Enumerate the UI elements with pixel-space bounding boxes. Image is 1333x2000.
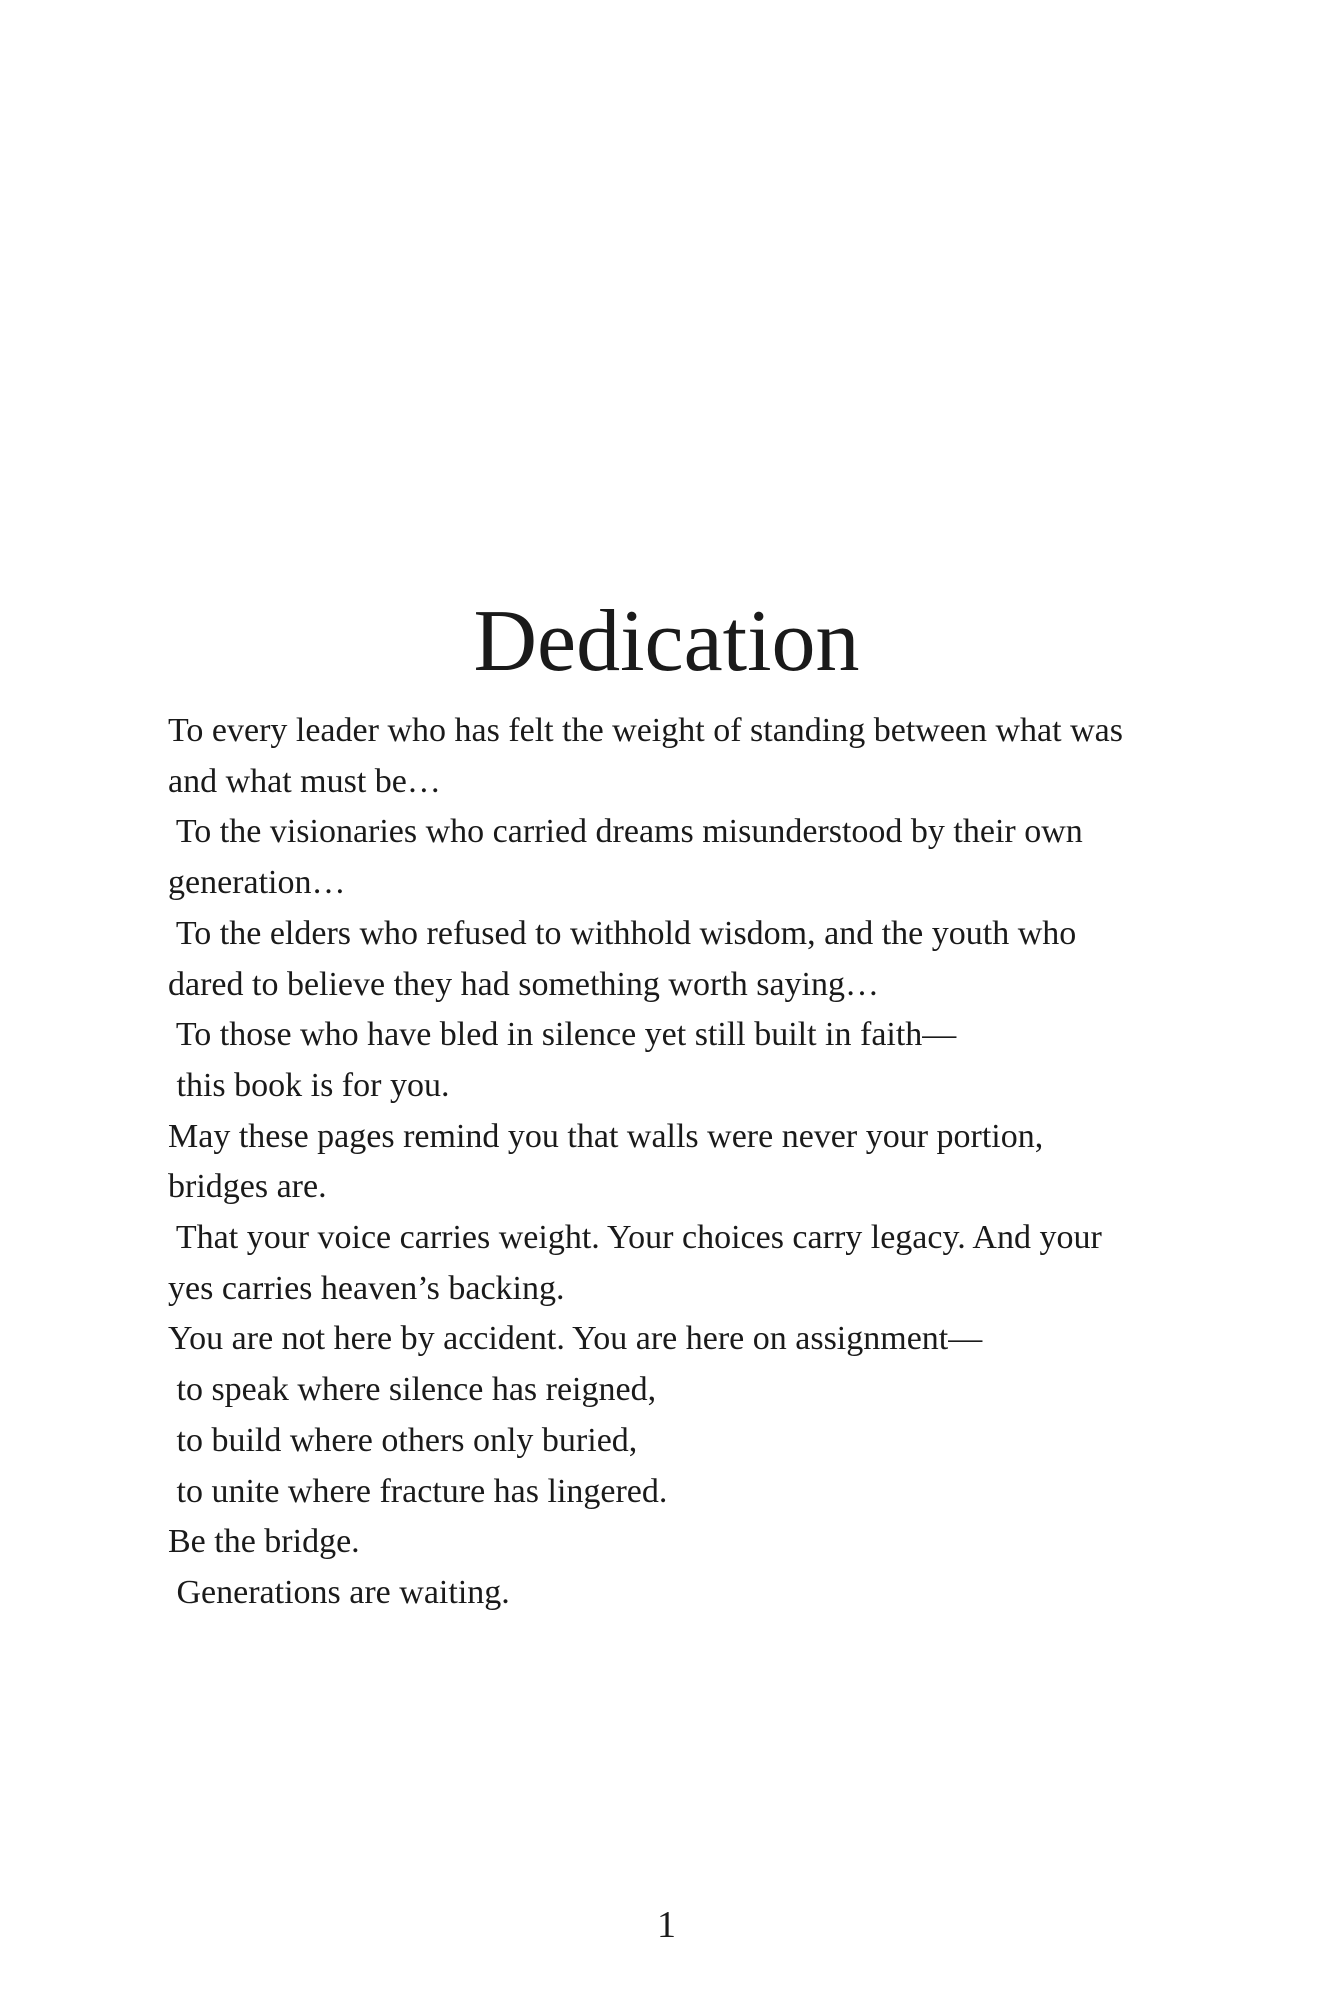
- text-line: to build where others only buried,: [168, 1421, 638, 1459]
- text-line: to unite where fracture has lingered.: [168, 1472, 668, 1510]
- text-line: dared to believe they had something worth saying…: [168, 965, 879, 1003]
- text-line: yes carries heaven’s backing.: [168, 1269, 565, 1307]
- dedication-text: [168, 706, 1168, 1619]
- text-line: You are not here by accident. You are here on assignment—: [168, 1320, 983, 1358]
- text-line: Generations are waiting.: [168, 1573, 510, 1611]
- text-line: this book is for you.: [168, 1066, 450, 1104]
- text-line: generation…: [168, 864, 346, 902]
- text-line: May these pages remind you that walls were never your portion,: [168, 1117, 1044, 1155]
- text-line: and what must be…: [168, 762, 441, 800]
- page-title: Dedication: [473, 593, 860, 690]
- text-line: bridges are.: [168, 1168, 327, 1206]
- text-line: To the visionaries who carried dreams misunderstood by their own: [168, 813, 1083, 851]
- text-line: to speak where silence has reigned,: [168, 1371, 657, 1409]
- text-line: Be the bridge.: [168, 1523, 360, 1561]
- text-line: That your voice carries weight. Your choices carry legacy. And your: [168, 1219, 1102, 1257]
- text-line: To every leader who has felt the weight of standing between what was: [168, 712, 1123, 749]
- page-number: 1: [657, 1904, 676, 1946]
- text-line: To the elders who refused to withhold wisdom, and the youth who: [168, 914, 1077, 952]
- text-line: To those who have bled in silence yet still built in faith—: [168, 1016, 957, 1054]
